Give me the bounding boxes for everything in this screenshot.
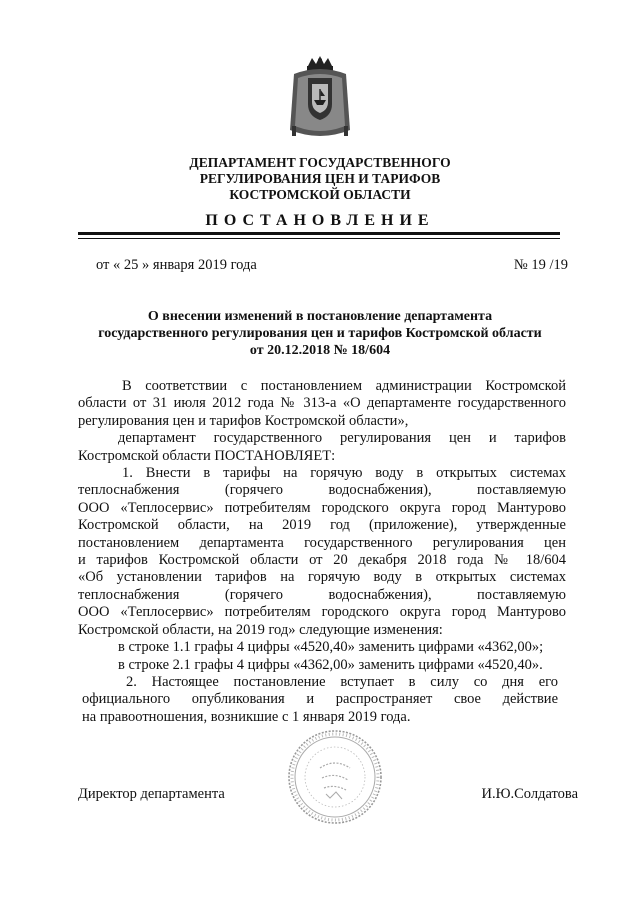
body-line: ООО «Теплосервис» потребителям городского округа город Мантурово	[78, 499, 566, 516]
subject-line: государственного регулирования цен и тарифов Костромской области	[98, 326, 542, 341]
signatory-name: И.Ю.Солдатова	[481, 786, 578, 802]
department-name-line: КОСТРОМСКОЙ ОБЛАСТИ	[229, 187, 411, 202]
signatory-title: Директор департамента	[78, 786, 225, 802]
change-line: в строке 1.1 графы 4 цифры «4520,40» заменить цифрами «4362,00»;	[118, 639, 544, 656]
header-rule-thick	[78, 232, 560, 235]
body-line: ООО «Теплосервис» потребителям городского округа город Мантурово	[78, 604, 566, 621]
body-line: области от 31 июля 2012 года № 313-а «О департаменте государственного	[78, 395, 566, 412]
document-body	[78, 378, 566, 726]
department-name-line: РЕГУЛИРОВАНИЯ ЦЕН И ТАРИФОВ	[199, 171, 441, 186]
document-date: от « 25 » января 2019 года	[96, 257, 257, 273]
body-line: теплоснабжения (горячего водоснабжения), поставляемую	[78, 482, 566, 499]
body-line: официального опубликования и распространяет свое действие	[82, 691, 558, 708]
document-subject	[80, 308, 560, 359]
body-line: и тарифов Костромской области от 20 декабря 2018 года № 18/604	[78, 552, 566, 569]
document-type: ПОСТАНОВЛЕНИЕ	[205, 212, 435, 229]
change-line: в строке 2.1 графы 4 цифры «4362,00» заменить цифрами «4520,40».	[118, 656, 543, 673]
body-line: регулирования цен и тарифов Костромской области»,	[78, 412, 409, 429]
document-number: № 19 /19	[513, 257, 568, 273]
body-line: 2. Настоящее постановление вступает в силу со дня его	[126, 673, 558, 690]
body-line: Костромской области, на 2019 год» следующие изменения:	[78, 621, 443, 638]
subject-line: от 20.12.2018 № 18/604	[249, 343, 391, 358]
body-line: постановлением департамента государственного регулирования цен	[78, 534, 566, 551]
body-line: Костромской области ПОСТАНОВЛЯЕТ:	[78, 447, 336, 464]
body-line: 1. Внести в тарифы на горячую воду в открытых системах	[122, 465, 566, 482]
body-line: В соответствии с постановлением администрации Костромской	[122, 378, 566, 394]
coat-of-arms-emblem	[288, 56, 352, 140]
header-rule-thin	[78, 238, 560, 239]
body-line: «Об установлении тарифов на горячую воду в открытых системах	[78, 569, 566, 586]
department-name	[0, 155, 640, 203]
body-line: Костромской области, на 2019 год (приложение), утвержденные	[78, 517, 566, 534]
body-line: теплоснабжения (горячего водоснабжения), поставляемую	[78, 586, 566, 603]
department-name-line: ДЕПАРТАМЕНТ ГОСУДАРСТВЕННОГО	[189, 155, 451, 170]
official-stamp	[286, 728, 384, 826]
body-line: на правоотношения, возникшие с 1 января 2019 года.	[82, 708, 411, 725]
subject-line: О внесении изменений в постановление департамента	[147, 309, 493, 324]
body-line: департамент государственного регулирования цен и тарифов	[118, 430, 566, 447]
